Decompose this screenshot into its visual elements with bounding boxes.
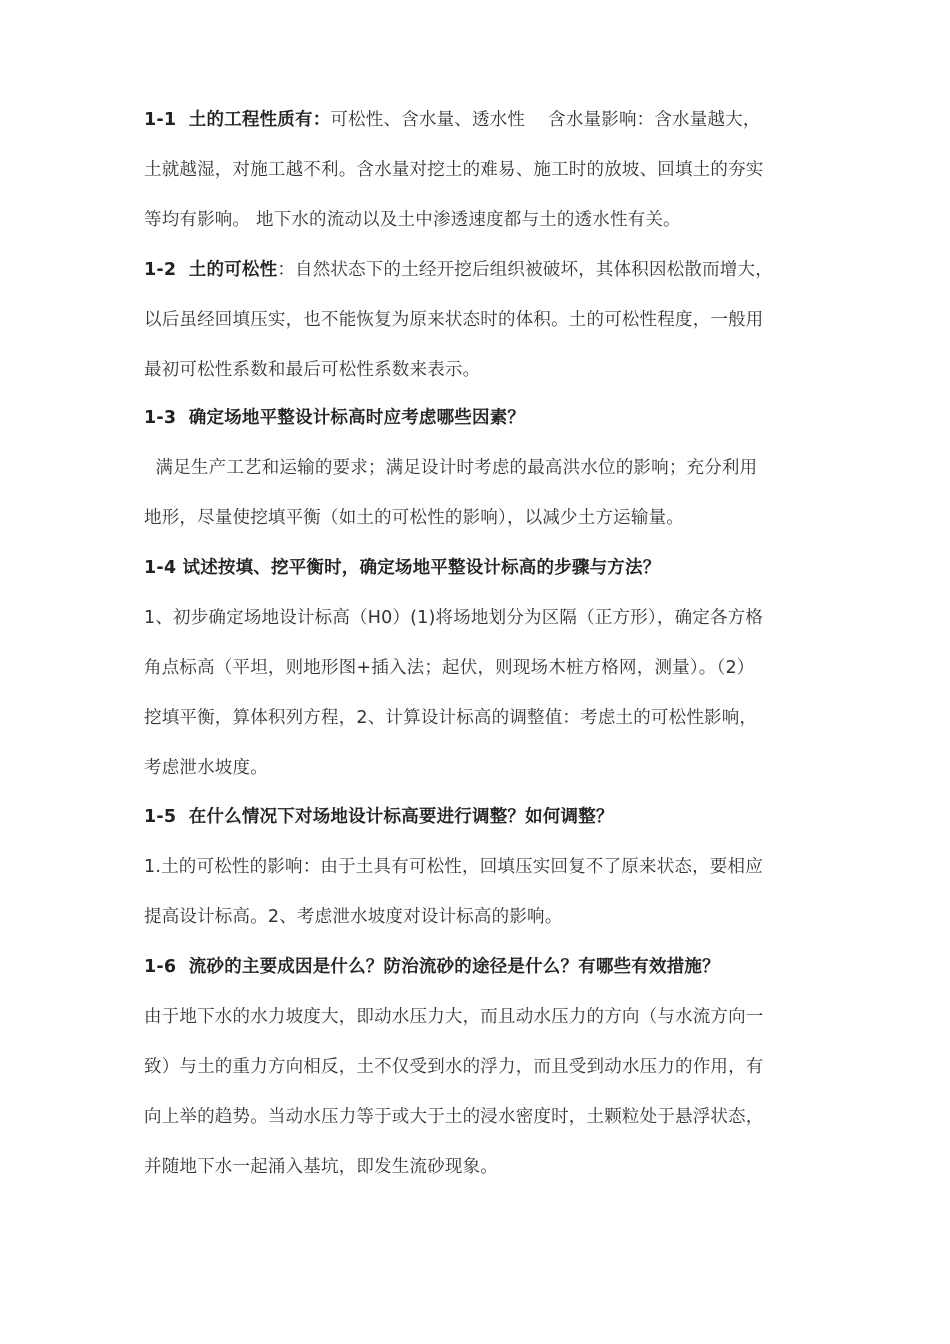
section-1-2-text: ：自然状态下的土经开挖后组织被破坏，其体积因松散而增大， — [277, 260, 773, 280]
section-1-4-line-4: 考虑泄水坡度。 — [144, 758, 268, 778]
section-1-1-line-3: 等均有影响。 地下水的流动以及土中渗透速度都与土的透水性有关。 — [144, 210, 681, 230]
section-1-6-line-4: 并随地下水一起涌入基坑，即发生流砂现象。 — [144, 1157, 498, 1177]
section-1-6-heading: 1-6 流砂的主要成因是什么？防治流砂的途径是什么？有哪些有效措施？ — [144, 957, 720, 977]
section-1-2-line-3: 最初可松性系数和最后可松性系数来表示。 — [144, 360, 481, 380]
section-1-4-line-3: 挖填平衡，算体积列方程，2、计算设计标高的调整值：考虑土的可松性影响， — [144, 708, 758, 728]
section-1-5-line-2: 提高设计标高。2、考虑泄水坡度对设计标高的影响。 — [144, 907, 563, 927]
section-1-2-line-1 — [144, 257, 824, 283]
section-1-4-line-2: 角点标高（平坦，则地形图+插入法；起伏，则现场木桩方格网，测量）。（2） — [144, 658, 755, 678]
section-1-3-line-2: 地形，尽量使挖填平衡（如土的可松性的影响），以减少土方运输量。 — [144, 508, 684, 528]
section-1-6-line-2: 致）与土的重力方向相反，土不仅受到水的浮力，而且受到动水压力的作用，有 — [144, 1057, 764, 1077]
section-1-2-line-2: 以后虽经回填压实，也不能恢复为原来状态时的体积。土的可松性程度，一般用 — [144, 310, 764, 330]
section-1-1-text: 可松性、含水量、透水性 含水量影响：含水量越大， — [330, 110, 761, 130]
section-1-6-line-1: 由于地下水的水力坡度大，即动水压力大，而且动水压力的方向（与水流方向一 — [144, 1007, 764, 1027]
section-1-5-line-1: 1.土的可松性的影响：由于土具有可松性，回填压实回复不了原来状态，要相应 — [144, 857, 763, 877]
section-1-3-line-1: 满足生产工艺和运输的要求；满足设计时考虑的最高洪水位的影响；充分利用 — [144, 458, 758, 478]
section-1-4-heading: 1-4 试述按填、挖平衡时，确定场地平整设计标高的步骤与方法？ — [144, 558, 661, 578]
section-1-6-line-3: 向上举的趋势。当动水压力等于或大于土的浸水密度时，土颗粒处于悬浮状态， — [144, 1107, 764, 1127]
section-1-4-line-1: 1、初步确定场地设计标高（H0）(1)将场地划分为区隔（正方形），确定各方格 — [144, 608, 764, 628]
section-1-1-line-1 — [144, 107, 824, 133]
section-1-1-heading: 1-1 土的工程性质有： — [144, 110, 331, 130]
section-1-5-heading: 1-5 在什么情况下对场地设计标高要进行调整？如何调整？ — [144, 807, 614, 827]
section-1-2-heading: 1-2 土的可松性 — [144, 260, 278, 280]
section-1-3-heading: 1-3 确定场地平整设计标高时应考虑哪些因素？ — [144, 408, 526, 428]
section-1-1-line-2: 土就越湿，对施工越不利。含水量对挖土的难易、施工时的放坡、回填土的夯实 — [144, 160, 764, 180]
